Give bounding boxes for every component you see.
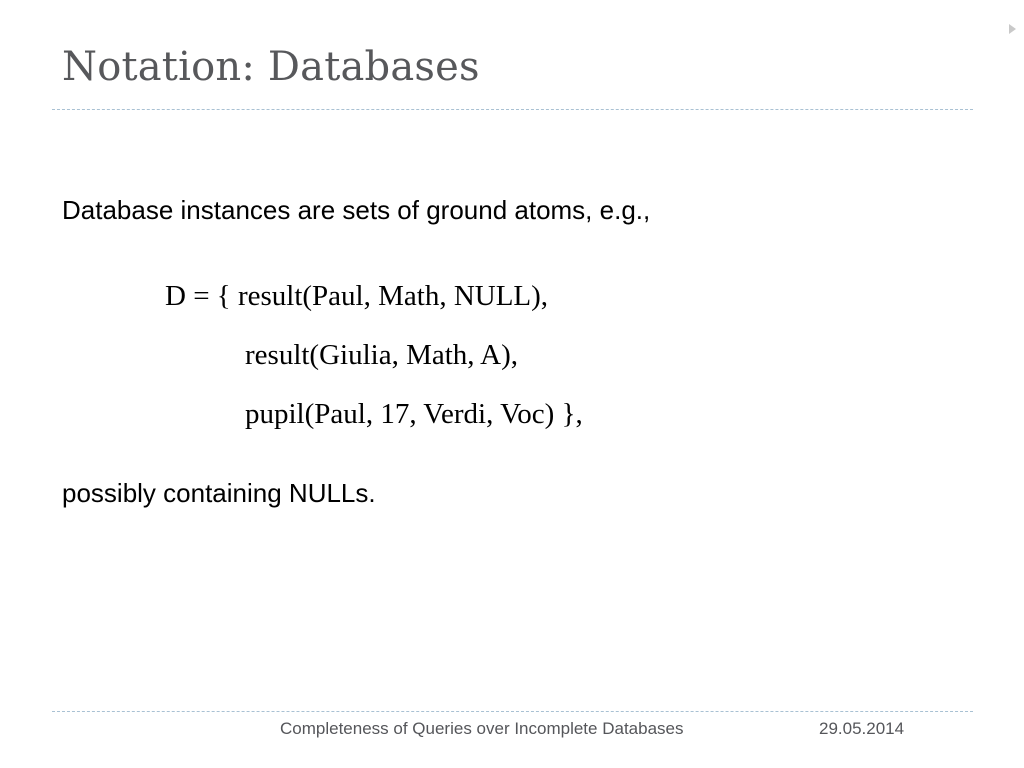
formula-line: pupil(Paul, 17, Verdi, Voc) },: [245, 398, 583, 430]
footer-date: 29.05.2014: [819, 719, 905, 738]
footer-divider: [52, 711, 973, 712]
intro-text: Database instances are sets of ground atoms, e.g.,: [62, 195, 651, 225]
slide-title: Notation: Databases: [62, 44, 480, 90]
triangle-right-icon: [1009, 24, 1016, 34]
title-divider: [52, 109, 973, 110]
formula-line: result(Giulia, Math, A),: [245, 339, 519, 371]
formula-line: D = { result(Paul, Math, NULL),: [165, 280, 549, 312]
outro-text: possibly containing NULLs.: [62, 478, 376, 508]
footer-presentation-title: Completeness of Queries over Incomplete Databases: [280, 719, 684, 738]
